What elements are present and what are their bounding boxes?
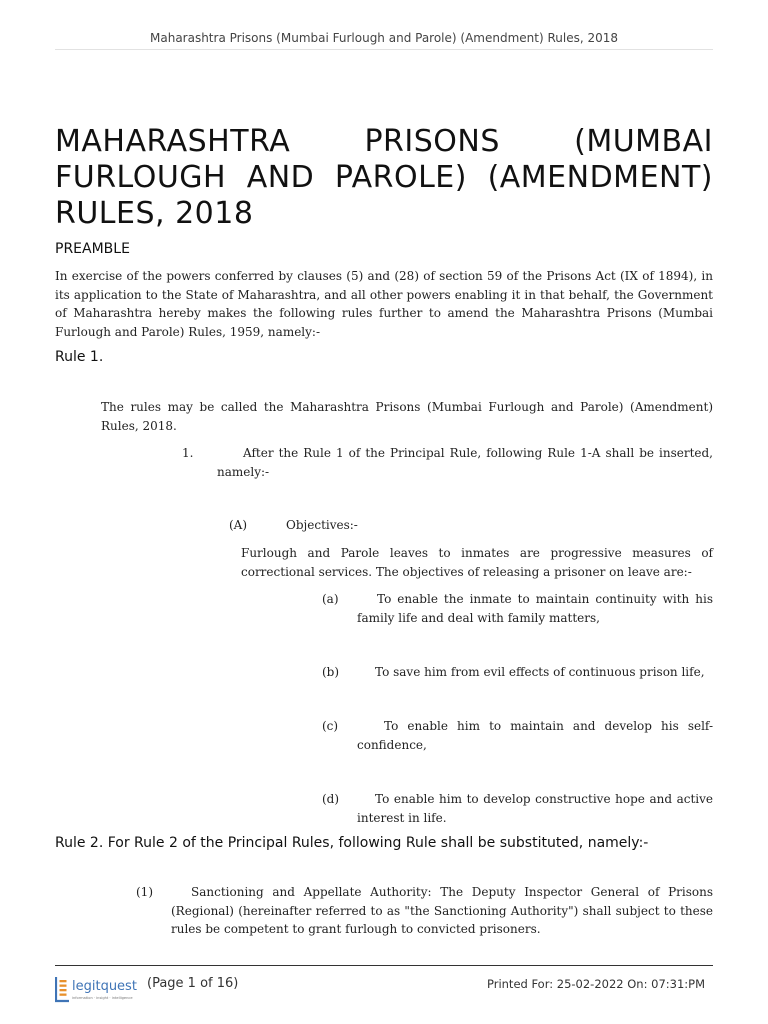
rule-2-item-1-marker: (1) xyxy=(136,885,153,899)
objective-b-text: To save him from evil effects of continuous prison life, xyxy=(375,665,705,679)
section-a-label: Objectives:- xyxy=(286,518,358,532)
footer-page-number: (Page 1 of 16) xyxy=(147,976,239,991)
svg-text:information · insight · intell: information · insight · intelligence xyxy=(72,996,133,1000)
objective-a-marker: (a) xyxy=(322,592,339,606)
objective-d-marker: (d) xyxy=(322,792,340,806)
objectives-intro: Furlough and Parole leaves to inmates are progressive measures of correctional services. The objectives of releasing a prisoner on leave are:- xyxy=(241,546,713,579)
svg-text:legitquest: legitquest xyxy=(72,979,137,994)
running-header: Maharashtra Prisons (Mumbai Furlough and Parole) (Amendment) Rules, 2018 xyxy=(150,31,618,45)
objective-b-marker: (b) xyxy=(322,665,340,679)
objective-a-text: To enable the inmate to maintain continuity with his family life and deal with family matters, xyxy=(357,592,713,625)
rule-1-text: The rules may be called the Maharashtra Prisons (Mumbai Furlough and Parole) (Amendment) Rules, 2018. xyxy=(101,400,713,433)
objective-c-text: To enable him to maintain and develop his self-confidence, xyxy=(357,719,713,752)
objective-c-marker: (c) xyxy=(322,719,339,733)
document-title: MAHARASHTRA PRISONS (MUMBAI FURLOUGH AND PAROLE) (AMENDMENT) RULES, 2018 xyxy=(55,124,713,231)
section-a-marker: (A) xyxy=(229,518,248,532)
footer-printed-info: Printed For: 25-02-2022 On: 07:31:PM xyxy=(486,977,705,991)
footer-divider xyxy=(55,965,713,966)
rule-2-heading: Rule 2. For Rule 2 of the Principal Rules, following Rule shall be substituted, namely:- xyxy=(55,835,649,851)
header-divider xyxy=(55,49,713,50)
rule-1-heading: Rule 1. xyxy=(55,349,104,365)
rule-2-item-1-text: Sanctioning and Appellate Authority: The Deputy Inspector General of Prisons (Regional) (hereinafter referred to as "the Sanctioning Authority") shall subject to these rules be competent to grant furlough to convicted prisoners. xyxy=(171,885,713,936)
legitquest-logo xyxy=(55,973,145,1003)
objective-d-text: To enable him to develop constructive hope and active interest in life. xyxy=(357,792,713,825)
rule-1-item-1-text: After the Rule 1 of the Principal Rule, following Rule 1-A shall be inserted, namely:- xyxy=(217,446,713,479)
preamble-heading: PREAMBLE xyxy=(55,241,130,257)
rule-1-item-1-marker: 1. xyxy=(182,446,194,460)
preamble-paragraph: In exercise of the powers conferred by clauses (5) and (28) of section 59 of the Prisons Act (IX of 1894), in its application to the State of Maharashtra, and all other powers enabling it in that behalf, the Government of Maharashtra hereby makes the following rules further to amend the Maharashtra Prisons (Mumbai Furlough and Parole) Rules, 1959, namely:- xyxy=(55,269,713,339)
